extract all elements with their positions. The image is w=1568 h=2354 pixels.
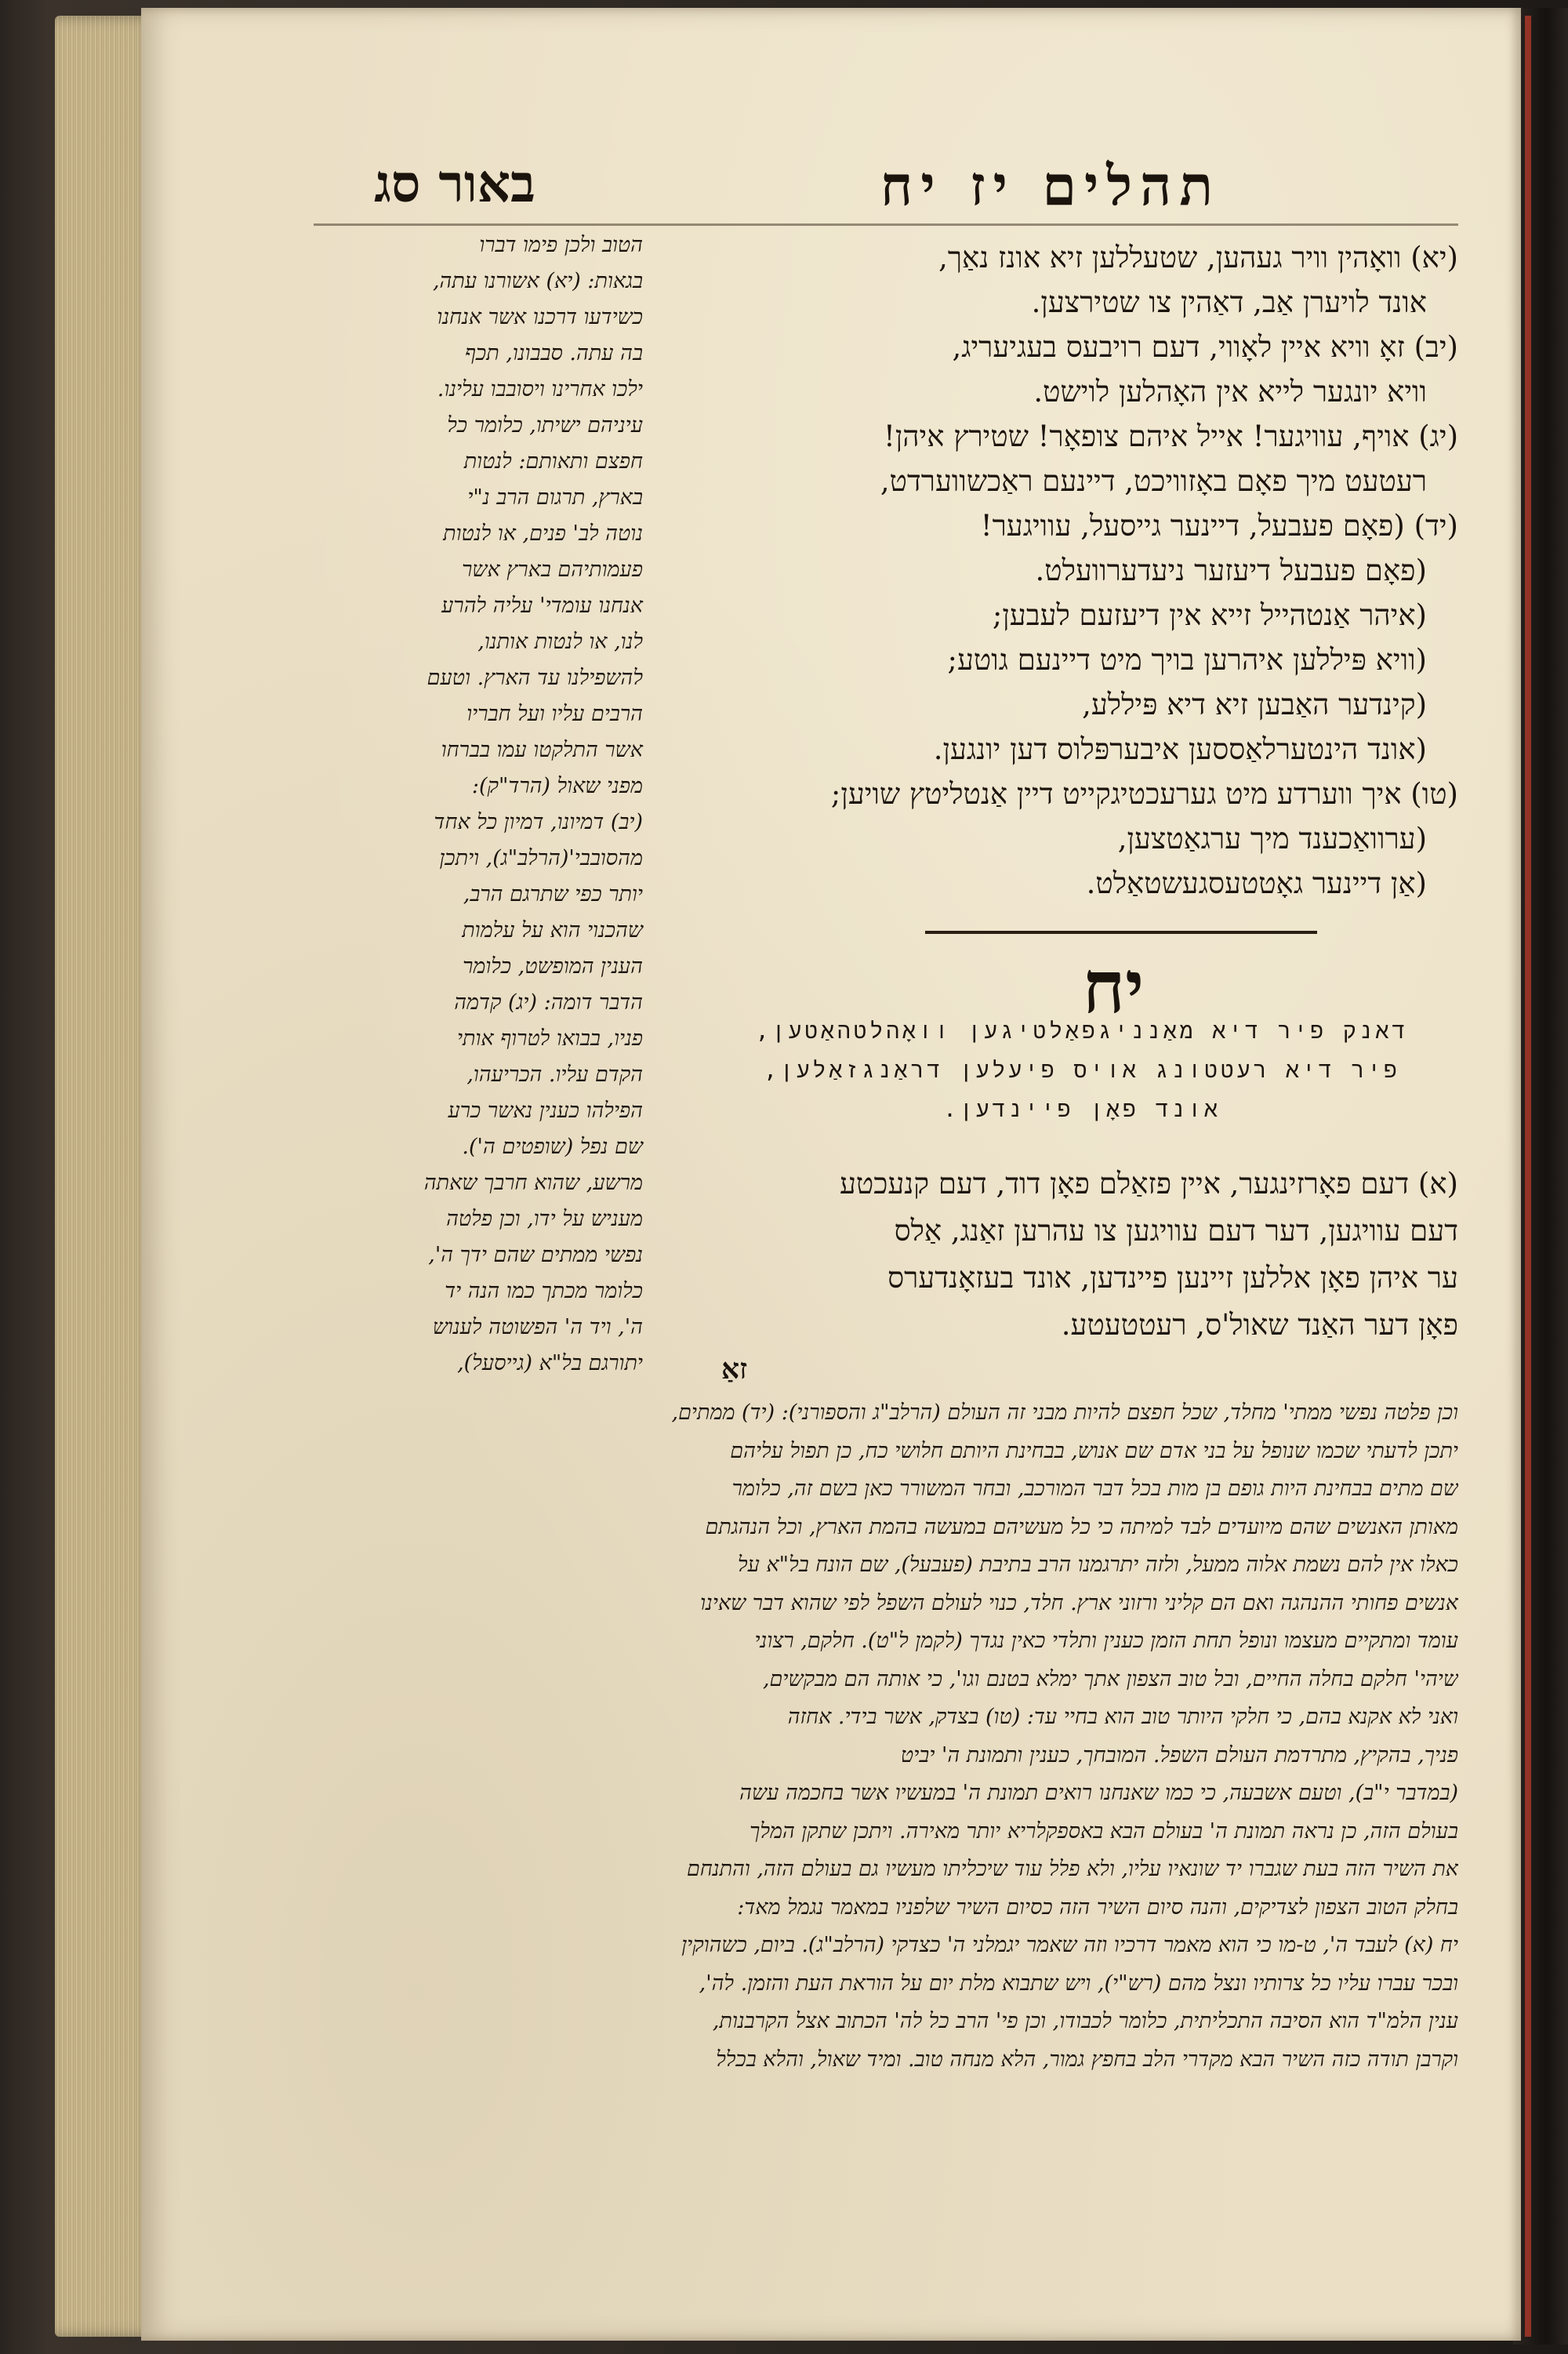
- verse-line: (טו) איך ווערדע מיט גערעכטיגקייט דיין אַנטליטץ שויען;: [830, 777, 1458, 811]
- verse-line: (א) דעם פאָרזינגער, איין פזאַלם פאָן דוד, דעם קנעכטע: [839, 1167, 1458, 1201]
- bottom-commentary: [306, 1394, 1458, 2079]
- header-rule: [314, 223, 1458, 226]
- verse-line: אונד לויערן אַב, דאַהין צו שטירצען.: [1031, 285, 1427, 319]
- verse-line: (וויא פּיללען איהרען בויך מיט דיינעם גוטע;: [947, 643, 1427, 677]
- commentary-label: באור סג: [374, 153, 535, 214]
- verse-line: ער איהן פאָן אללען זיינען פיינדען, אונד בעזאָנדערס: [887, 1261, 1458, 1295]
- verse-line: (יא) וואָהין וויר געהען, שטעללען זיא אונז נאַך,: [938, 241, 1458, 274]
- commentary-line: הקדם עליו. הכריעהו,: [466, 1063, 643, 1087]
- commentary-line: בה עתה. סבבונו, תכף: [465, 341, 643, 365]
- verse-line: (אַן דיינער גאָטטעסגעשטאַלט.: [1086, 866, 1427, 900]
- commentary-line: חפצם ותאותם: לנטות: [463, 449, 643, 474]
- commentary-line: מהסובבי'(הרלב"ג), ויתכן: [439, 846, 643, 870]
- commentary-line: יותר כפי שתרגם הרב,: [463, 882, 643, 906]
- commentary-line: נפשי ממתים שהם ידך ה',: [428, 1243, 643, 1267]
- commentary-line: שם מתים בבחינת היות גופם בן מות בכל דבר המורכב, ובחר המשורר כאן בשם זה, כלומר: [731, 1477, 1458, 1501]
- book-spine: [1513, 8, 1568, 2345]
- commentary-line: הטוב ולכן פימו דברו: [479, 233, 643, 257]
- commentary-line: ענין הלמ"ד הוא הסיבה התכליתית, כלומר לכבודו, וכן פי' הרב כל לה' הכתוב אצל הקרבנות,: [712, 2009, 1458, 2033]
- commentary-line: לנו, או לנטות אותנו,: [477, 630, 643, 654]
- commentary-line: (במדבר י"ב), וטעם אשבעה, כי כמו שאנחנו רואים תמונת ה' במעשיו אשר בחכמה עשה: [739, 1781, 1458, 1805]
- commentary-line: ובכר עברו עליו כל צרותיו ונצל מהם (רש"י), ויש שתבוא מלת יום על הוראת העת והזמן. לה',: [699, 1971, 1458, 1996]
- verse-line: (יג) אויף, עוויגער! אייל איהם צופאָר! שטירץ איהן!: [883, 420, 1458, 453]
- spine-ribbon: [1525, 16, 1531, 2337]
- main-translation-column: [674, 235, 1458, 906]
- commentary-line: להשפילנו עד הארץ. וטעם: [426, 666, 643, 690]
- commentary-line: מעניש על ידו, וכן פלטה: [446, 1207, 643, 1231]
- commentary-line: ואני לא אקנא בהם, כי חלקי היותר טוב הוא בחיי עד: (טו) בצדק, אשר בידי. אחזה: [787, 1705, 1458, 1729]
- commentary-line: מרשע, שהוא חרבך שאתה: [423, 1171, 643, 1195]
- running-title: תהלים יז יח: [880, 153, 1221, 218]
- commentary-line: (יב) דמיונו, דמיון כל אחד: [434, 810, 643, 834]
- commentary-line: עיניהם ישיתו, כלומר כל: [447, 413, 643, 438]
- commentary-line: בחלק הטוב הצפון לצדיקים, והנה סיום השיר הזה כסיום השיר שלפניו במאמר נגמל מאד:: [737, 1894, 1458, 1920]
- verse-line: (יד) (פאָם פעבעל, דיינער גייסעל, עוויגער!: [980, 509, 1458, 543]
- verse-line: (ערוואַכענד מיך ערגאַטצען,: [1117, 822, 1427, 856]
- superscription-line: פיר דיא רעטטונג אויס פיעלען דראַנגזאַלען,: [764, 1057, 1400, 1083]
- commentary-line: ה', ויד ה' הפשוטה לענוש: [432, 1315, 643, 1339]
- commentary-line: שם נפל (שופטים ה').: [462, 1135, 643, 1159]
- chapter-superscription: [706, 1012, 1458, 1129]
- superscription-line: דאנק פיר דיא מאַנניגפאַלטיגען וואָהלטהאַטען,: [755, 1018, 1409, 1044]
- commentary-line: פעמותיהם בארץ אשר: [462, 558, 643, 582]
- verse-line: דעם עוויגען, דער דעם עוויגען צו עהרען זאַנג, אַלס: [894, 1214, 1458, 1248]
- commentary-line: כאלו אין להם נשמת אלוה ממעל, ולזה יתרגמנו הרב בתיבת (פעבעל), שם הונח בל"א על: [737, 1553, 1458, 1577]
- commentary-line: פניו, בבואו לטרוף אותי: [456, 1026, 643, 1051]
- commentary-line: אנחנו עומדי' עליה להרע: [441, 594, 643, 618]
- commentary-line: הדבר דומה: (יג) קדמה: [454, 990, 643, 1015]
- verse-line: (פאָם פעבעל דיעזער ניעדערוועלט.: [1035, 554, 1427, 587]
- commentary-line: בעולם הזה, כן נראה תמונת ה' בעולם הבא באספקלריא יותר מאירה. ויתכן שתקן המלך: [750, 1818, 1458, 1844]
- commentary-line: יתכן לדעתי שכמו שנופל על בני אדם שם אנוש, בבחינת היותם חלושי כח, כן תפול עליהם: [730, 1438, 1458, 1463]
- verse-line: (אונד הינטערלאַססען איבערפּלוס דען יונגען.: [933, 732, 1427, 766]
- commentary-line: את השיר הזה בעת שגברו יד שונאיו עליו, ולא פלל עוד שיכליתו מעשיו גם בעולם הזה, והתנחם: [686, 1857, 1458, 1881]
- verse-line: (יב) זאָ וויא איין לאָווי, דעם רויבעס בעגיעריג,: [952, 330, 1458, 364]
- commentary-line: וכן פלטה נפשי ממתי' מחלד, שכל חפצם להיות מבני זה העולם (הרלב"ג והספורני): (יד) ממתים,: [671, 1400, 1458, 1425]
- commentary-line: עומד ומתקיים מעצמו ונופל תחת הזמן כענין ותלדי כאין נגדך (לקמן ל"ט). חלקם, רצוני: [754, 1629, 1458, 1653]
- verse-line: (קינדער האַבען זיא דיא פּיללע,: [1082, 688, 1427, 721]
- verse-line: וויא יונגער לייא אין האָהלען לוישט.: [1033, 375, 1427, 409]
- chapter-divider: [925, 931, 1317, 934]
- commentary-line: מפני שאול (הרד"ק):: [471, 774, 643, 798]
- verse-line: (איהר אַנטהייל זייא אין דיעזעם לעבען;: [992, 598, 1427, 632]
- verse-line: רעטעט מיך פאָם באָזוויכט, דיינעם ראַכשווערדט,: [880, 464, 1427, 498]
- commentary-line: שהכנוי הוא על עלמות: [462, 918, 643, 943]
- chapter-number: יח: [1082, 945, 1145, 1030]
- commentary-line: בארץ, תרגום הרב נ"י: [467, 485, 643, 510]
- commentary-line: פניך, בהקיץ, מתרדמת העולם השפל. המובחך, כענין ותמונת ה' יביט: [900, 1742, 1458, 1767]
- catchword: זאַ: [721, 1353, 748, 1386]
- commentary-line: יתורגם בל"א (גייסעל),: [457, 1351, 643, 1375]
- commentary-line: ילכו אחרינו ויסובבו עלינו.: [437, 377, 643, 401]
- commentary-line: כשידעו דרכנו אשר אנחנו: [437, 305, 643, 329]
- commentary-line: בגאות: (יא) אשורנו עתה,: [432, 269, 643, 293]
- commentary-line: מאותן האנשים שהם מיועדים לבד למיתה כי כל מעשיהם במעשה בהמת הארץ, וכל הנהגתם: [705, 1514, 1458, 1539]
- chapter-verse-1: [682, 1161, 1458, 1349]
- commentary-line: הרבים עליו ועל חבריו: [466, 702, 643, 726]
- side-commentary-column: [306, 227, 643, 1382]
- commentary-line: נוטה לב' פנים, או לנטות: [443, 521, 643, 546]
- verse-line: פאָן דער האַנד שאול'ס, רעטטעטע.: [1061, 1308, 1458, 1342]
- commentary-line: אשר התלקטו עמו בברחו: [441, 738, 643, 762]
- superscription-line: אונד פאָן פיינדען.: [943, 1096, 1221, 1122]
- commentary-line: כלומר מכתך כמו הנה יד: [445, 1279, 643, 1303]
- commentary-line: וקרבן תודה כזה השיר הבא מקדרי הלב בחפץ גמור, הלא מנחה טוב. ומיד שאול, והלא בכלל: [716, 2047, 1458, 2072]
- commentary-line: שיהי' חלקם בחלה החיים, ובל טוב הצפון אתך ימלא בטנם וגו', כי אותה הם מבקשים,: [762, 1666, 1458, 1691]
- commentary-line: הפילהו כענין נאשר כרע: [448, 1099, 643, 1123]
- commentary-line: אנשים פחותי ההנהגה ואם הם קליני ורזוני ארץ. חלד, כנוי לעולם השפל לפי שהוא דבר שאינו: [700, 1590, 1458, 1615]
- commentary-line: יח (א) לעבד ה', ט-מו כי הוא מאמר דרכיו וזה שאמר יגמלני ה' כצדקי (הרלב"ג). ביום, כשהוקין: [681, 1933, 1458, 1957]
- commentary-line: הענין המופשט, כלומר: [463, 954, 643, 979]
